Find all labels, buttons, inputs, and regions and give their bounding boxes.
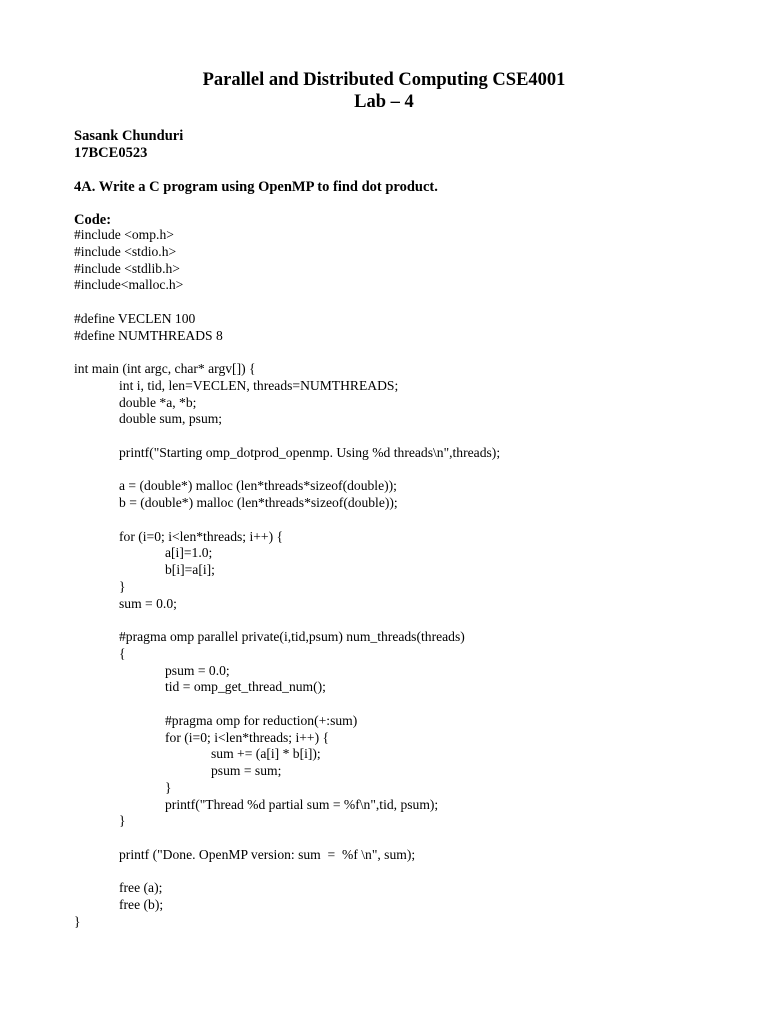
code-line: for (i=0; i<len*threads; i++) {: [165, 729, 330, 745]
code-heading: Code:: [74, 212, 112, 228]
code-line: b = (double*) malloc (len*threads*sizeof(double));: [119, 495, 398, 510]
code-line: printf("Thread %d partial sum = %f\n",tid, psum);: [165, 796, 439, 812]
code-line: [74, 696, 500, 713]
author-id: 17BCE0523: [74, 145, 148, 161]
code-line: printf("Starting omp_dotprod_openmp. Using %d threads\n",threads);: [119, 444, 501, 460]
code-line: printf ("Done. OpenMP version: sum = %f \n", sum);: [119, 846, 416, 862]
code-line: sum += (a[i] * b[i]);: [211, 746, 321, 762]
code-line: #include<malloc.h>: [74, 277, 184, 293]
code-line: double *a, *b;: [119, 394, 197, 410]
code-line: for (i=0; i<len*threads; i++) {: [119, 528, 284, 544]
code-line: [74, 462, 500, 479]
code-line: a[i]=1.0;: [165, 545, 213, 561]
code-line: a = (double*) malloc (len*threads*sizeof(double));: [119, 478, 397, 494]
author-name: Sasank Chunduri: [74, 128, 184, 144]
code-line: #pragma omp for reduction(+:sum): [165, 712, 358, 728]
code-line: [74, 864, 500, 881]
code-line: }: [74, 913, 81, 929]
code-line: [74, 830, 500, 847]
lab-number: Lab – 4: [354, 92, 414, 112]
code-line: [74, 428, 500, 445]
code-line: psum = 0.0;: [165, 662, 230, 678]
code-line: [74, 294, 500, 311]
code-line: #include <stdlib.h>: [74, 260, 180, 276]
code-line: }: [119, 578, 126, 594]
code-line: [74, 512, 500, 529]
code-line: b[i]=a[i];: [165, 562, 215, 577]
code-line: #include <omp.h>: [74, 227, 174, 242]
code-line: psum = sum;: [211, 763, 282, 778]
code-line: sum = 0.0;: [119, 595, 177, 611]
code-line: }: [119, 813, 126, 829]
code-line: #define VECLEN 100: [74, 310, 196, 326]
code-block: [74, 227, 500, 931]
code-line: free (b);: [119, 897, 164, 912]
code-line: [74, 612, 500, 629]
question-heading: 4A. Write a C program using OpenMP to find dot product.: [74, 179, 438, 195]
code-line: int main (int argc, char* argv[]) {: [74, 361, 256, 376]
code-line: #pragma omp parallel private(i,tid,psum) num_threads(threads): [119, 629, 465, 644]
code-line: [74, 344, 500, 361]
code-line: double sum, psum;: [119, 411, 223, 427]
code-line: #include <stdio.h>: [74, 243, 177, 259]
code-line: }: [165, 779, 172, 795]
code-line: int i, tid, len=VECLEN, threads=NUMTHREADS;: [119, 377, 399, 393]
code-line: {: [119, 645, 126, 661]
code-line: free (a);: [119, 880, 163, 896]
document-title: Parallel and Distributed Computing CSE4001: [202, 70, 566, 90]
code-line: tid = omp_get_thread_num();: [165, 679, 326, 695]
code-line: #define NUMTHREADS 8: [74, 327, 223, 343]
